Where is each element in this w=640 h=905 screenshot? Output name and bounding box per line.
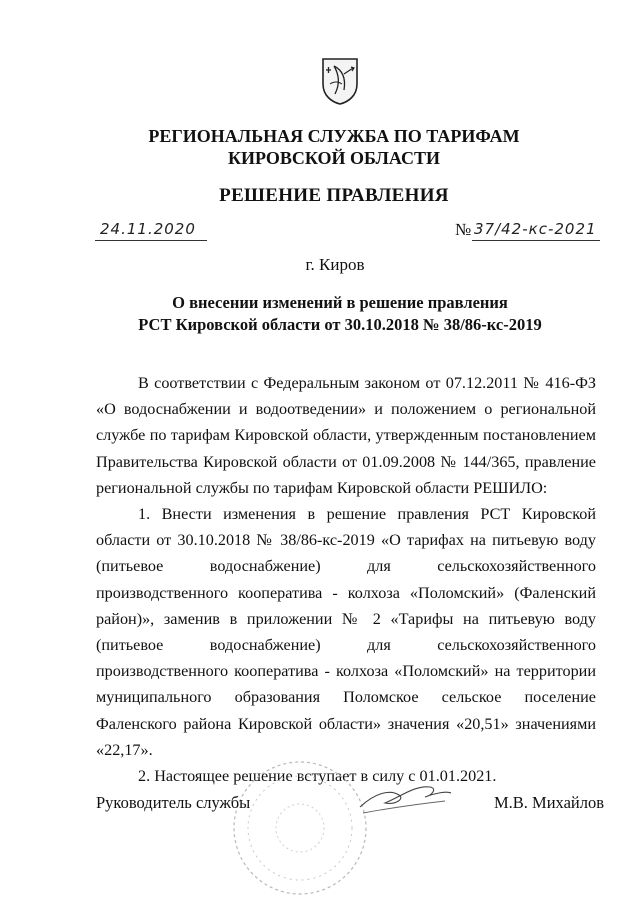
number-underline: [472, 240, 600, 241]
document-city: г. Киров: [305, 255, 365, 274]
document-body: [96, 370, 596, 789]
decision-item-2: 2. Настоящее решение вступает в силу с 01.01.2021.: [138, 767, 497, 786]
decision-item-1: 1. Внести изменения в решение правления РСТ Кировской области от 30.10.2018 № 38/86-кс-2019 «О тарифах на питьевую воду (питьевое водоснабжение) для сельскохозяйственного производственного кооператива - колхоза «Поломский» (Фаленский район)», заменив в приложении № 2 «Тарифы на питьевую воду (питьевое водоснабжение) для сельскохозяйственного производственного кооператива - колхоза «Поломский» на территории муниципального образования Поломское сельское поселение Фаленского района Кировской области» значения «20,51» значениями «22,17».: [96, 505, 596, 759]
subject-line-1: О внесении изменений в решение правления: [172, 293, 508, 312]
document-subject: [0, 292, 640, 336]
document-date: 24.11.2020: [100, 220, 196, 238]
signer-name: М.В. Михайлов: [494, 793, 605, 812]
organization-name: [0, 125, 640, 169]
number-sign: №: [455, 220, 472, 239]
document-number: 37/42-кс-2021: [474, 220, 597, 238]
document-type: РЕШЕНИЕ ПРАВЛЕНИЯ: [219, 185, 449, 206]
subject-line-2: РСТ Кировской области от 30.10.2018 № 38/86-кс-2019: [138, 315, 542, 334]
organization-line-1: РЕГИОНАЛЬНАЯ СЛУЖБА ПО ТАРИФАМ: [148, 126, 520, 146]
date-underline: [95, 240, 207, 241]
signer-position: Руководитель службы: [96, 793, 251, 812]
organization-line-2: КИРОВСКОЙ ОБЛАСТИ: [227, 148, 441, 168]
preamble-paragraph: В соответствии с Федеральным законом от 07.12.2011 № 416-ФЗ «О водоснабжении и водоотведении» и положением о региональной службе по тарифам Кировской области, утвержденным постановлением Правительства Кировской области от 01.09.2008 № 144/365, правление региональной службы по тарифам Кировской области РЕШИЛО:: [96, 374, 596, 497]
coat-of-arms-icon: [320, 56, 360, 106]
handwritten-signature-icon: [355, 775, 455, 820]
